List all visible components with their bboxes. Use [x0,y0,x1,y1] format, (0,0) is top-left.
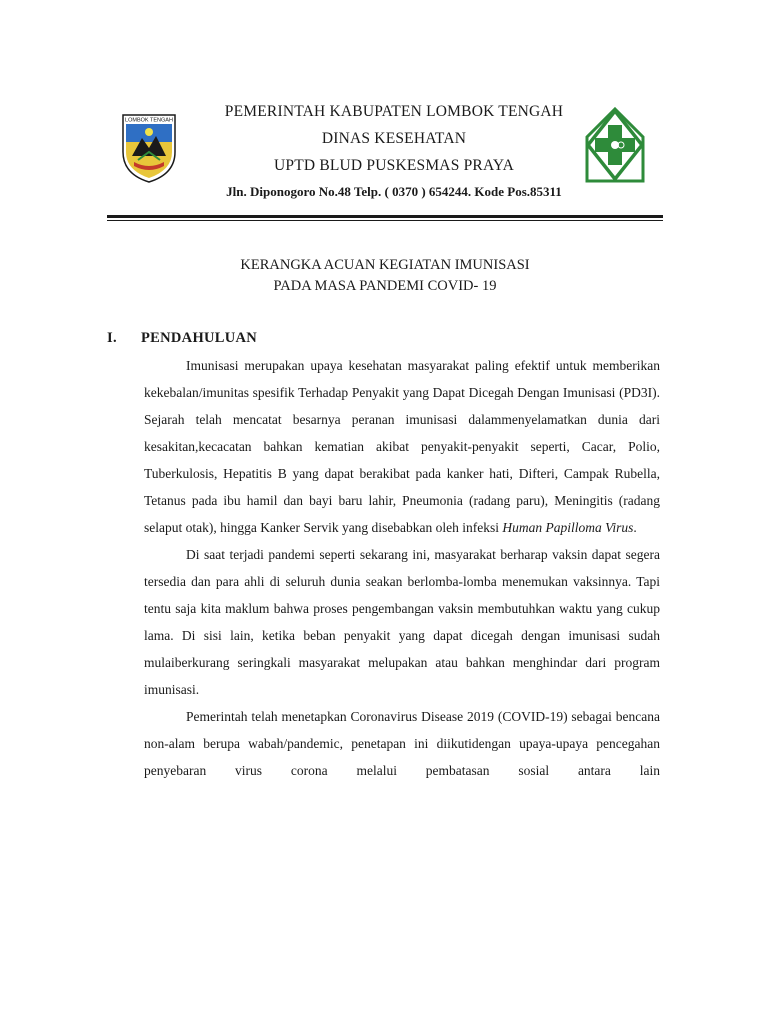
section-heading [107,330,257,347]
letterhead-rule-thick [107,215,663,218]
letterhead-rule-thin [107,220,663,221]
title-line-1: KERANGKA ACUAN KEGIATAN IMUNISASI [240,257,530,273]
unit-name: UPTD BLUD PUSKESMAS PRAYA [273,157,514,174]
section-number: I. [107,330,117,346]
lombok-tengah-emblem-icon [120,112,178,184]
title-line-2: PADA MASA PANDEMI COVID- 19 [273,278,497,294]
agency-name: DINAS KESEHATAN [321,130,467,147]
letterhead [180,98,608,205]
virus-name: Human Papilloma Virus [502,520,634,535]
paragraph-1: Imunisasi merupakan upaya kesehatan masyarakat paling efektif untuk memberikan kekebalan/imunitas spesifik Terhadap Penyakit yang Dapat Dicegah Dengan Imunisasi (PD3I). Sejarah telah mencatat besarnya peranan imunisasi dalammenyelamatkan dunia dari kesakitan,kecacatan bahkan kematian akibat penyakit-penyakit seperti, Cacar, Polio, Tuberkulosis, Hepatitis B yang dapat berakibat pada kanker hati, Difteri, Campak Rubella, Tetanus pada ibu hamil dan bayi baru lahir, Pneumonia (radang paru), Meningitis (radang selaput otak), hingga Kanker Servik yang disebabkan oleh infeksi Human Papilloma Virus. [144,358,660,535]
paragraph-2: Di saat terjadi pandemi seperti sekarang ini, masyarakat berharap vaksin dapat segera tersedia dan para ahli di seluruh dunia seakan berlomba-lomba menemukan vaksinnya. Tapi tentu saja kita maklum bahwa proses pengembangan vaksin membutuhkan waktu yang cukup lama. Di sisi lain, ketika beban penyakit yang dapat dicegah dengan imunisasi sudah mulaiberkurang seringkali masyarakat melupakan atau bahkan menghindar dari program imunisasi. [144,547,660,697]
paragraph-3: Pemerintah telah menetapkan Coronavirus Disease 2019 (COVID-19) sebagai bencana non-alam berupa wabah/pandemic, penetapan ini diikutidengan upaya-upaya pencegahan penyebaran virus corona melalui pembatasan sosial antara lain [144,709,660,778]
document-title [107,255,663,297]
emblem-caption: LOMBOK TENGAH [125,117,173,124]
address-line: Jln. Diponogoro No.48 Telp. ( 0370 ) 654244. Kode Pos.85311 [226,184,562,199]
government-name: PEMERINTAH KABUPATEN LOMBOK TENGAH [224,103,564,120]
puskesmas-emblem-icon [584,107,646,183]
section-body [144,352,660,784]
section-title: PENDAHULUAN [141,330,258,346]
